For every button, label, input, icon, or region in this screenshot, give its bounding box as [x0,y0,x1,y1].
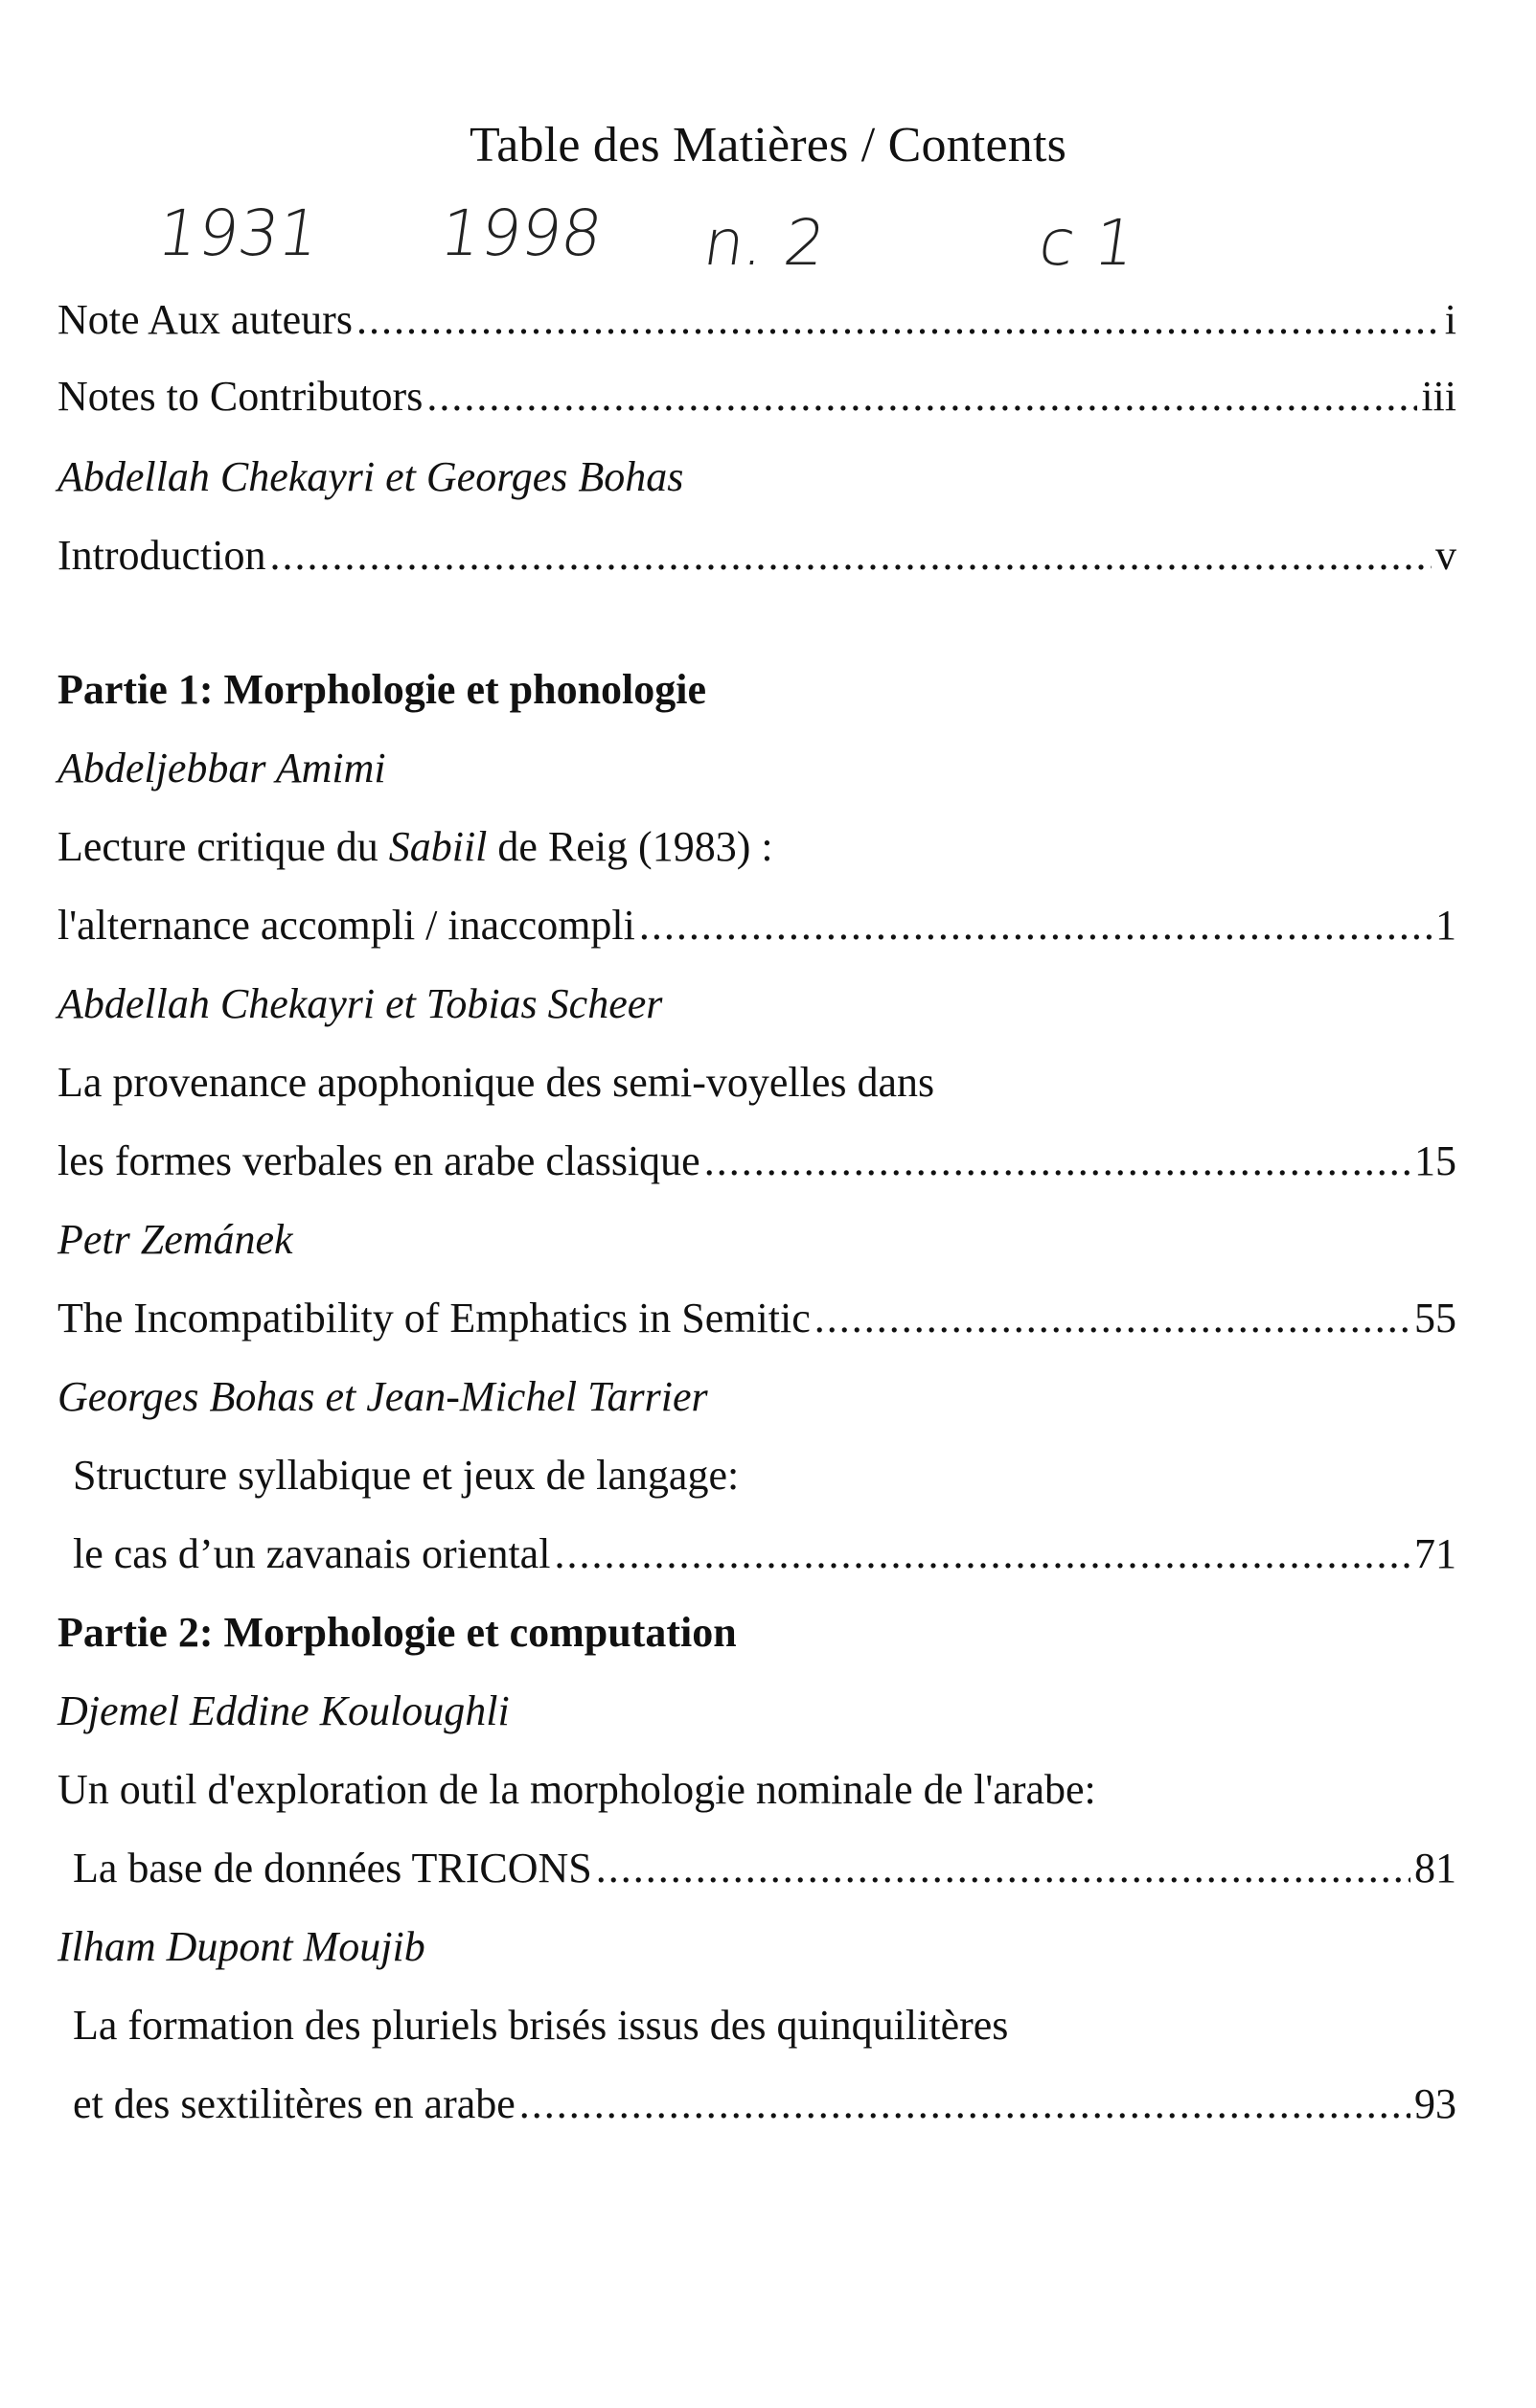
toc-entry-note-aux-auteurs [57,289,1456,351]
toc-entry-chekayri-scheer [57,1131,1456,1192]
dot-leader [596,1838,1410,1899]
page-title: Table des Matières / Contents [469,118,1067,172]
toc-author: Abdellah Chekayri et Georges Bohas [57,453,684,500]
entry-title: Introduction [57,532,266,579]
entry-page: iii [1421,373,1456,420]
entry-page: 81 [1414,1845,1456,1892]
toc-entry-introduction [57,525,1456,586]
handwritten-annotation [152,196,1212,302]
handwritten-call-number: 1931 [152,196,325,270]
toc-author: Petr Zemánek [57,1216,293,1263]
entry-page: 15 [1414,1137,1456,1184]
toc-article-title-line: La provenance apophonique des semi-voyelles dans [57,1059,935,1106]
title-text: Lecture critique du [57,823,389,870]
title-italic-word: Sabiil [388,823,488,870]
entry-title: The Incompatibility of Emphatics in Semitic [57,1295,811,1342]
toc-entry-zemanek [57,1288,1456,1349]
dot-leader [639,895,1432,956]
toc-author: Georges Bohas et Jean-Michel Tarrier [57,1373,708,1420]
section-heading-part1: Partie 1: Morphologie et phonologie [57,666,707,713]
toc-author: Abdellah Chekayri et Tobias Scheer [57,980,663,1027]
entry-page: 71 [1414,1530,1456,1577]
entry-page: i [1444,296,1456,343]
toc-article-title-line [57,816,1456,878]
toc-author: Ilham Dupont Moujib [57,1923,425,1970]
toc-entry-dupont-moujib [73,2074,1456,2135]
entry-page: v [1435,532,1456,579]
toc-entry-amimi [57,895,1456,956]
toc-author: Djemel Eddine Kouloughli [57,1687,510,1734]
toc-author: Abdeljebbar Amimi [57,745,386,791]
entry-page: 1 [1435,902,1456,949]
handwritten-year: 1998 [435,196,608,270]
title-text: de Reig (1983) : [487,823,773,870]
entry-title: les formes verbales en arabe classique [57,1137,700,1184]
toc-article-title-line: La formation des pluriels brisés issus des quinquilitères [73,2002,1009,2049]
toc-entry-kouloughli [73,1838,1456,1899]
dot-leader [704,1131,1410,1192]
entry-title: Notes to Contributors [57,373,424,420]
entry-title: le cas d’un zavanais oriental [73,1530,551,1577]
dot-leader [814,1288,1410,1349]
dot-leader [554,1524,1410,1585]
entry-title: et des sextilitères en arabe [73,2080,516,2127]
dot-leader [270,525,1432,586]
toc-entry-notes-to-contributors [57,366,1456,427]
entry-page: 55 [1414,1295,1456,1342]
toc-article-title-line: Structure syllabique et jeux de langage: [73,1452,740,1499]
dot-leader [356,289,1441,351]
entry-title: La base de données TRICONS [73,1845,592,1892]
handwritten-copy: c 1 [1034,206,1140,280]
section-heading-part2: Partie 2: Morphologie et computation [57,1609,737,1656]
entry-page: 93 [1414,2080,1456,2127]
entry-title: Note Aux auteurs [57,296,353,343]
dot-leader [519,2074,1410,2135]
dot-leader [426,366,1417,427]
handwritten-issue: n. 2 [699,206,831,280]
entry-title: l'alternance accompli / inaccompli [57,902,635,949]
toc-article-title-line: Un outil d'exploration de la morphologie nominale de l'arabe: [57,1766,1096,1813]
toc-entry-bohas-tarrier [73,1524,1456,1585]
